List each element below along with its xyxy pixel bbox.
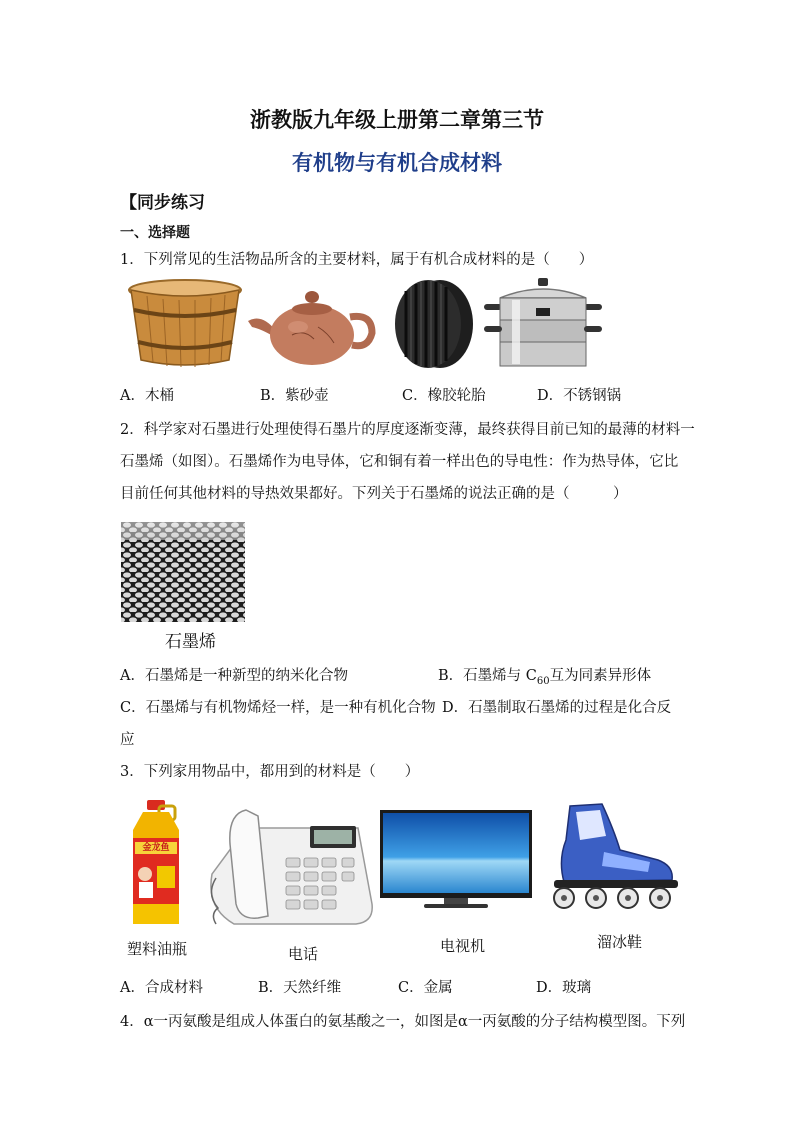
q1-option-d: D．不锈钢锅	[537, 388, 622, 404]
caption-oil-bottle: 塑料油瓶	[127, 940, 188, 958]
q2-line-3: 目前任何其他材料的导热效果都好。下列关于石墨烯的说法正确的是（ ）	[120, 486, 628, 502]
steel-pot-image	[482, 276, 604, 370]
telephone-image	[206, 804, 376, 932]
q3-option-b: B．天然纤维	[258, 980, 342, 996]
q2-option-a: A．石墨烯是一种新型的纳米化合物	[120, 668, 348, 684]
q1-option-a: A．木桶	[120, 388, 174, 404]
caption-telephone: 电话	[288, 945, 319, 963]
q1-text: 1．下列常见的生活物品所含的主要材料，属于有机合成材料的是（ ）	[120, 252, 594, 268]
graphene-image	[121, 522, 245, 622]
television-image	[380, 810, 534, 910]
document-title: 浙教版九年级上册第二章第三节	[250, 107, 544, 132]
subsection-heading: 一、选择题	[120, 225, 190, 241]
q2-option-c: C．石墨烯与有机物烯烃一样，是一种有机化合物	[120, 700, 436, 716]
q2-option-d-continued: 应	[120, 732, 135, 748]
bottle-brand-label: 金龙鱼	[142, 843, 170, 853]
q3-option-d: D．玻璃	[536, 980, 592, 996]
q2-option-d: D．石墨制取石墨烯的过程是化合反	[442, 700, 672, 716]
caption-roller-skate: 溜冰鞋	[597, 933, 643, 951]
q3-text: 3．下列家用物品中，都用到的材料是（ ）	[120, 764, 420, 780]
oil-bottle-image	[125, 800, 187, 928]
q2-option-b: B．石墨烯与 $C_{60}$互为同素异形体	[438, 668, 652, 687]
q1-option-b: B．紫砂壶	[260, 388, 329, 404]
caption-television: 电视机	[440, 937, 486, 955]
q3-option-c: C．金属	[398, 980, 453, 996]
q3-option-a: A．合成材料	[120, 980, 203, 996]
document-subtitle: 有机物与有机合成材料	[292, 150, 502, 175]
q4-text: 4．α一丙氨酸是组成人体蛋白的氨基酸之一，如图是α一丙氨酸的分子结构模型图。下列	[120, 1014, 686, 1030]
q1-option-c: C．橡胶轮胎	[402, 388, 486, 404]
roller-skate-image	[540, 800, 680, 912]
graphene-label: 石墨烯	[165, 632, 216, 652]
section-heading: 【同步练习	[120, 193, 205, 213]
wooden-bucket-image	[127, 278, 243, 368]
rubber-tire-image	[394, 279, 474, 369]
q2-line-1: 2．科学家对石墨进行处理使得石墨片的厚度逐渐变薄，最终获得目前已知的最薄的材料一	[120, 422, 695, 438]
q2-line-2: 石墨烯（如图）。石墨烯作为电导体，它和铜有着一样出色的导电性：作为热导体，它比	[120, 454, 679, 470]
clay-teapot-image	[248, 283, 380, 369]
